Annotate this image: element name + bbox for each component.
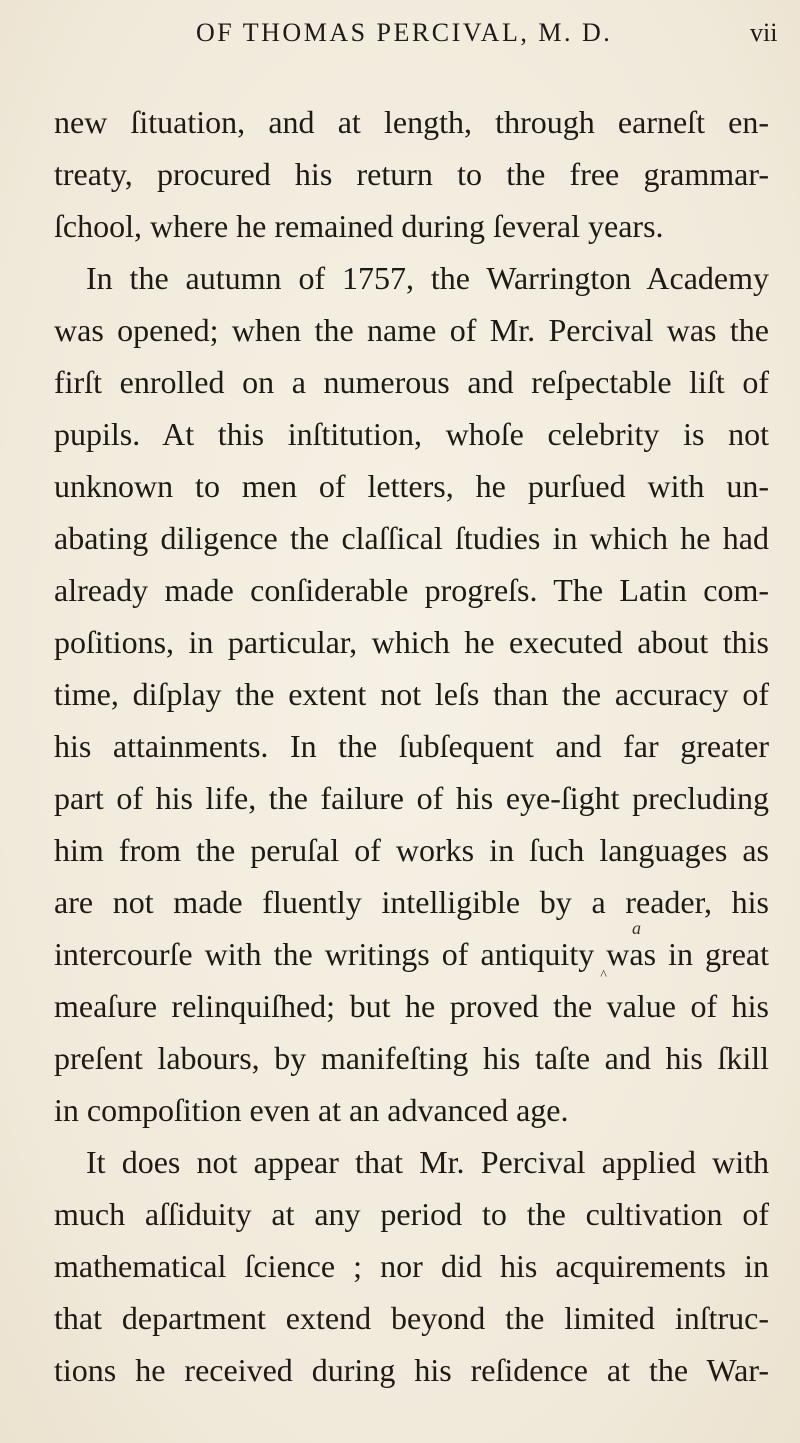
text-line: are not made fluently intelligible by a reader, his — [54, 884, 769, 920]
text-line: unknown to men of letters, he purſued with un- — [54, 468, 769, 504]
text-line: In the autumn of 1757, the Warrington Academy — [86, 260, 769, 296]
handwritten-mark: a — [632, 918, 641, 938]
text-line: abating diligence the claſſical ſtudies in which he had — [54, 520, 769, 556]
text-line: firſt enrolled on a numerous and reſpectable liſt of — [54, 364, 769, 400]
text-line: much aſſiduity at any period to the cultivation of — [54, 1196, 769, 1232]
text-line: him from the peruſal of works in ſuch languages as — [54, 832, 769, 868]
text-line: time, diſplay the extent not leſs than the accuracy of — [54, 676, 769, 712]
text-line: pupils. At this inſtitution, whoſe celebrity is not — [54, 416, 769, 452]
text-line: poſitions, in particular, which he executed about this — [54, 624, 769, 660]
text-line: tions he received during his reſidence at the War- — [54, 1352, 769, 1388]
text-line: It does not appear that Mr. Percival applied with — [86, 1144, 769, 1180]
text-line: intercourſe with the writings of antiquity was in great — [54, 936, 769, 972]
text-line: was opened; when the name of Mr. Percival was the — [54, 312, 769, 348]
text-line: treaty, procured his return to the free grammar- — [54, 156, 769, 192]
text-line: ſchool, where he remained during ſeveral years. — [54, 208, 664, 244]
running-head — [0, 18, 800, 58]
running-title: OF THOMAS PERCIVAL, M. D. — [196, 18, 613, 47]
text-line: mathematical ſcience ; nor did his acquirements in — [54, 1248, 769, 1284]
text-line: in compoſition even at an advanced age. — [54, 1092, 569, 1128]
handwritten-caret: ^ — [600, 968, 606, 983]
text-line: already made conſiderable progreſs. The Latin com- — [54, 572, 769, 608]
text-line: meaſure relinquiſhed; but he proved the value of his — [54, 988, 769, 1024]
text-line: new ſituation, and at length, through earneſt en- — [54, 104, 769, 140]
text-line: preſent labours, by manifeſting his taſte and his ſkill — [54, 1040, 769, 1076]
text-line: his attainments. In the ſubſequent and far greater — [54, 728, 769, 764]
text-line: part of his life, the failure of his eye-ſight precluding — [54, 780, 769, 816]
page-number: vii — [750, 18, 778, 47]
text-line: that department extend beyond the limited inſtruc- — [54, 1300, 769, 1336]
